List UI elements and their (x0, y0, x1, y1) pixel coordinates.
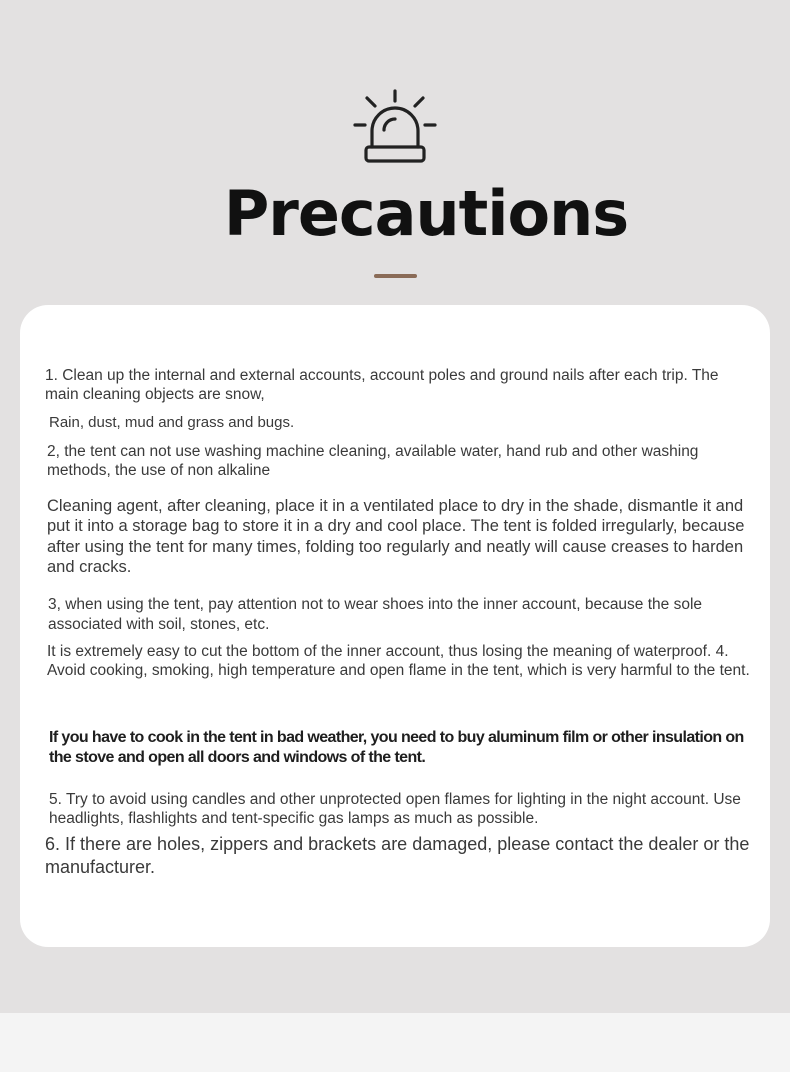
paragraph-cleaning-objects: Rain, dust, mud and grass and bugs. (49, 414, 295, 431)
footer-strip (0, 1013, 790, 1072)
alarm-light-icon (350, 88, 440, 168)
paragraph-bad-weather-warning: If you have to cook in the tent in bad weather, you need to buy aluminum film or other insulation on the stove and open all doors and windows of the tent. (49, 729, 744, 766)
paragraph-cleaning-after-trip: 1. Clean up the internal and external accounts, account poles and ground nails after each trip. The main cleaning objects are snow, (45, 367, 719, 403)
title-divider (374, 274, 417, 278)
paragraph-avoid-open-flames: 5. Try to avoid using candles and other unprotected open flames for lighting in the night account. Use headlights, flashlights and tent-specific gas lamps as much as possible. (49, 791, 741, 827)
paragraph-contact-dealer: 6. If there are holes, zippers and brackets are damaged, please contact the dealer or the manufacturer. (45, 834, 750, 877)
page-title: Precautions (223, 177, 629, 250)
paragraph-avoid-cooking: It is extremely easy to cut the bottom of the inner account, thus losing the meaning of waterproof. 4. Avoid cooking, smoking, high temperature and open flame in the tent, which is very harmful to the tent. (47, 643, 750, 679)
paragraph-washing-methods: 2, the tent can not use washing machine cleaning, available water, hand rub and other washing methods, the use of non alkaline (47, 443, 699, 479)
paragraph-drying-storage: Cleaning agent, after cleaning, place it in a ventilated place to dry in the shade, dismantle it and put it into a storage bag to store it in a dry and cool place. The tent is folded irregularly, because after using the tent for many times, folding too regularly and neatly will cause creases to harden and cracks. (47, 497, 745, 576)
paragraph-no-shoes: 3, when using the tent, pay attention not to wear shoes into the inner account, because the sole associated with soil, stones, etc. (48, 596, 703, 633)
